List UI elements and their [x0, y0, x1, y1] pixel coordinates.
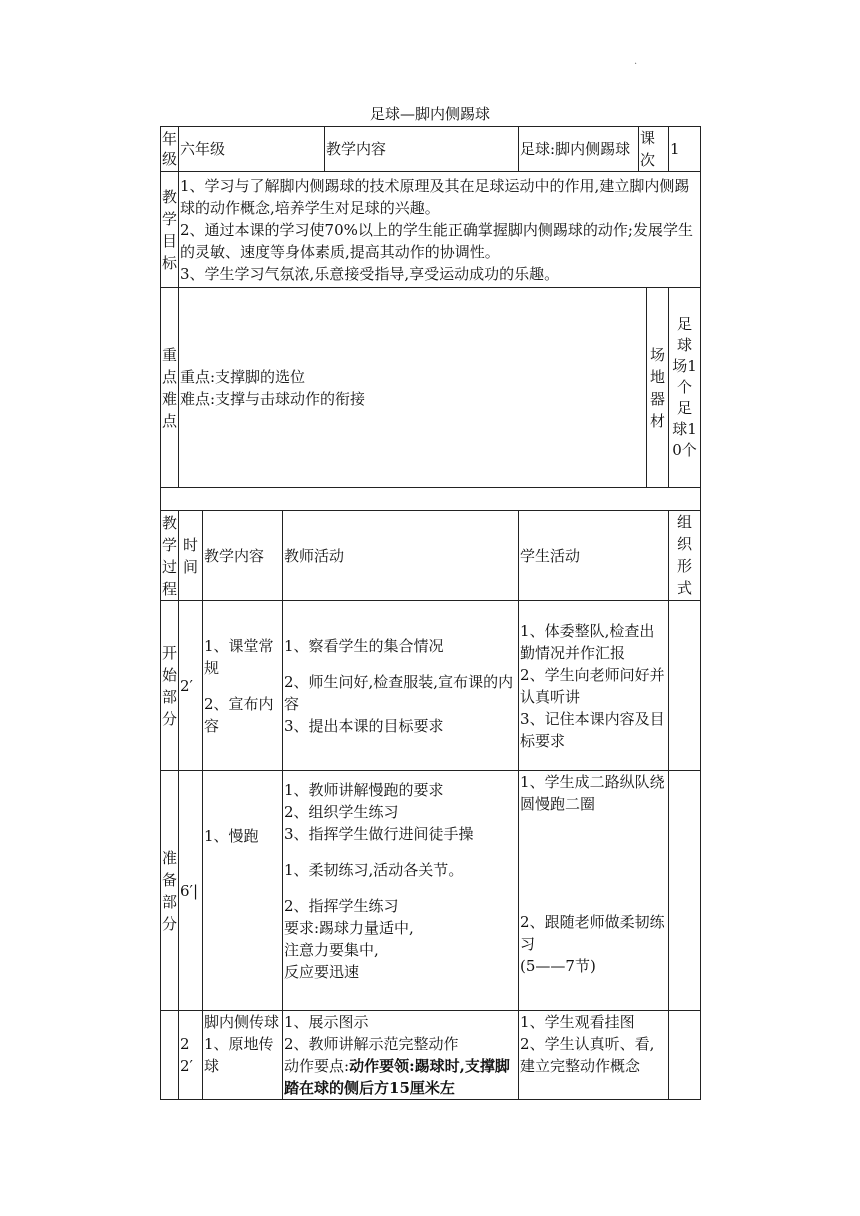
goals-content — [179, 172, 701, 288]
teacher-item: 要求:踢球力量适中, — [284, 919, 414, 937]
content-item: 2、宣布内容 — [204, 694, 274, 735]
lesson-plan-table — [160, 126, 700, 1100]
org-header: 组织形式 — [669, 511, 701, 601]
content-label: 教学内容 — [325, 127, 519, 172]
teacher-item: 2、师生问好,检查服装,宣布课的内容 — [284, 672, 514, 713]
key-point: 重点:支撑脚的选位 — [180, 367, 306, 386]
lesson-value: 1 — [669, 127, 701, 172]
teacher-item: 2、指挥学生练习 — [284, 897, 399, 915]
stage-content — [203, 601, 283, 771]
goal-item: 2、通过本课的学习使70%以上的学生能正确掌握脚内侧踢球的动作;发展学生的灵敏、速度等身体素质,提高其动作的协调性。 — [180, 220, 693, 261]
student-header: 学生活动 — [519, 511, 669, 601]
header-dot: . — [634, 56, 638, 67]
student-item: 2、跟随老师做柔韧练习 — [520, 913, 665, 953]
stage-row-main — [161, 1011, 701, 1100]
stage-teacher — [283, 771, 519, 1011]
student-item: (5——7节) — [520, 957, 596, 975]
teacher-item: 1、察看学生的集合情况 — [284, 636, 444, 655]
goal-item: 1、学习与了解脚内侧踢球的技术原理及其在足球运动中的作用,建立脚内侧踢球的动作概念,培养学生对足球的兴趣。 — [180, 176, 690, 217]
content-item: 1、原地传球 — [204, 1035, 274, 1075]
content-value: 足球:脚内侧踢球 — [519, 127, 639, 172]
stage-org — [669, 1011, 701, 1100]
stage-student — [519, 601, 669, 771]
stage-student — [519, 1011, 669, 1100]
difficulty-point: 难点:支撑与击球动作的衔接 — [180, 389, 366, 408]
time-header: 时间 — [179, 511, 203, 601]
student-item: 2、学生认真听、看,建立完整动作概念 — [520, 1035, 655, 1075]
key-points-label: 重点难点 — [161, 288, 179, 488]
teacher-item: 反应要迅速 — [284, 963, 360, 981]
process-header-row — [161, 511, 701, 601]
stage-teacher — [283, 601, 519, 771]
stage-name: 开始部分 — [161, 601, 179, 771]
stage-row-prepare — [161, 771, 701, 1011]
teacher-item: 1、教师讲解慢跑的要求 — [284, 781, 444, 799]
content-header: 教学内容 — [203, 511, 283, 601]
teacher-item: 1、柔韧练习,活动各关节。 — [284, 861, 464, 879]
key-label: 动作要点: — [284, 1057, 350, 1075]
spacer-row — [161, 488, 701, 511]
student-item: 1、学生成二路纵队绕圆慢跑二圈 — [520, 773, 665, 813]
key-text: 动作要领:踢球时,支撑脚踏在球的侧后方15厘米左 — [284, 1057, 510, 1097]
blank-cell — [161, 488, 701, 511]
student-item: 1、体委整队,检查出勤情况并作汇报 — [520, 621, 655, 662]
key-points-content — [179, 288, 647, 488]
teacher-item: 1、展示图示 — [284, 1013, 369, 1031]
content-item: 脚内侧传球 — [204, 1013, 280, 1031]
content-item: 1、慢跑 — [204, 827, 259, 845]
goals-row — [161, 172, 701, 288]
stage-row-start — [161, 601, 701, 771]
info-row — [161, 127, 701, 172]
teacher-header: 教师活动 — [283, 511, 519, 601]
student-item: 3、记住本课内容及目标要求 — [520, 709, 665, 750]
teacher-item: 2、教师讲解示范完整动作 — [284, 1035, 459, 1053]
teacher-item: 注意力要集中, — [284, 941, 379, 959]
student-item: 1、学生观看挂图 — [520, 1013, 635, 1031]
key-points-row — [161, 288, 701, 488]
document-title: 足球—脚内侧踢球 — [369, 105, 490, 123]
stage-header: 教学过程 — [161, 511, 179, 601]
stage-time: 2′ — [179, 601, 203, 771]
venue-label: 场地器材 — [647, 288, 669, 488]
stage-teacher — [283, 1011, 519, 1100]
stage-content — [203, 1011, 283, 1100]
stage-time: 22′ — [179, 1011, 203, 1100]
teacher-item — [284, 1055, 517, 1099]
grade-value: 六年级 — [179, 127, 325, 172]
stage-student — [519, 771, 669, 1011]
lesson-label: 课次 — [639, 127, 669, 172]
venue-value: 足球场1个足球10个 — [669, 288, 701, 488]
student-item: 2、学生向老师问好并认真听讲 — [520, 665, 665, 706]
teacher-item: 3、指挥学生做行进间徒手操 — [284, 825, 474, 843]
teacher-item: 2、组织学生练习 — [284, 803, 399, 821]
goal-item: 3、学生学习气氛浓,乐意接受指导,享受运动成功的乐趣。 — [180, 264, 560, 283]
goals-label: 教学目标 — [161, 172, 179, 288]
stage-org — [669, 601, 701, 771]
grade-label: 年级 — [161, 127, 179, 172]
stage-time: 6′| — [179, 771, 203, 1011]
stage-name — [161, 1011, 179, 1100]
stage-org — [669, 771, 701, 1011]
stage-content — [203, 771, 283, 1011]
content-item: 1、课堂常规 — [204, 636, 274, 677]
teacher-item: 3、提出本课的目标要求 — [284, 716, 444, 735]
stage-name: 准备部分 — [161, 771, 179, 1011]
